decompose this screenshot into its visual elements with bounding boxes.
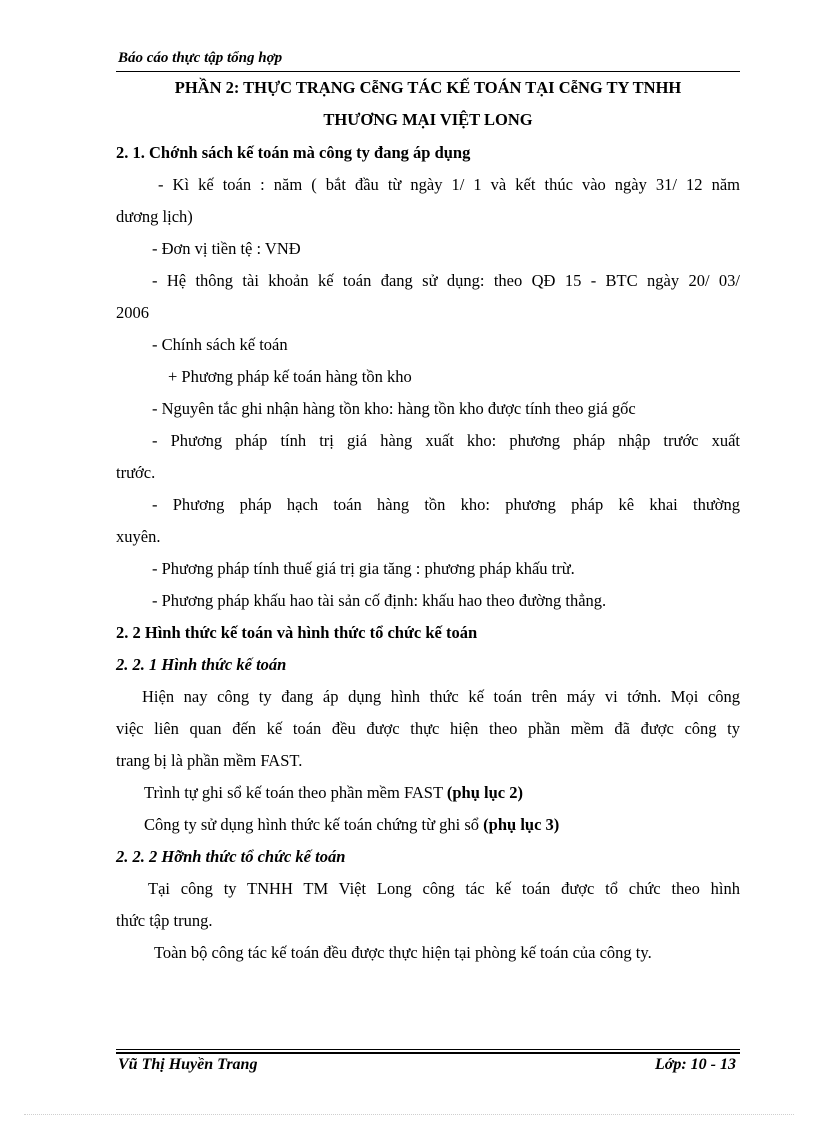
footer-author: Vũ Thị Huyền Trang xyxy=(118,1056,258,1073)
inventory-accounting-line1: - Phương pháp hạch toán hàng tồn kho: phương pháp kê khai thường xyxy=(152,495,740,514)
accounting-form-p1-line3: trang bị là phần mềm FAST. xyxy=(116,751,303,770)
inventory-accounting-line2: xuyên. xyxy=(116,527,161,546)
inventory-recognition: - Nguyên tắc ghi nhận hàng tồn kho: hàng tồn kho được tính theo giá gốc xyxy=(152,399,636,418)
vat-method: - Phương pháp tính thuế giá trị gia tăng : phương pháp khấu trừ. xyxy=(152,559,575,578)
part-heading-line1: PHẦN 2: THỰC TRẠNG CễNG TÁC KẾ TOÁN TẠI CễNG TY TNHH xyxy=(174,78,682,97)
bookkeeping-sequence-text: Trình tự ghi sổ kế toán theo phần mềm FAST xyxy=(144,783,447,802)
outbound-valuation-line1: - Phương pháp tính trị giá hàng xuất kho: phương pháp nhập trước xuất xyxy=(152,431,740,450)
appendix-2-ref: (phụ lục 2) xyxy=(446,783,523,802)
running-header-title: Báo cáo thực tập tổng hợp xyxy=(118,50,283,66)
voucher-form xyxy=(116,809,768,841)
footer-class: Lớp: 10 - 13 xyxy=(654,1056,736,1073)
accounting-form-p1-line1: Hiện nay công ty đang áp dụng hình thức kế toán trên máy vi tớnh. Mọi công xyxy=(142,687,740,706)
section-2-1-title: 2. 1. Chớnh sách kế toán mà công ty đang áp dụng xyxy=(116,143,471,162)
section-2-2-2-title: 2. 2. 2 Hỡnh thức tổ chức kế toán xyxy=(116,847,346,866)
page-edge-dotted-line xyxy=(24,1114,794,1115)
org-form-p3: Toàn bộ công tác kế toán đều được thực hiện tại phòng kế toán của công ty. xyxy=(154,943,652,962)
account-system-line1: - Hệ thông tài khoản kế toán đang sử dụng: theo QĐ 15 - BTC ngày 20/ 03/ xyxy=(152,271,740,290)
account-system-line2: 2006 xyxy=(116,303,149,322)
accounting-period-line1: - Kì kế toán : năm ( bắt đầu từ ngày 1/ 1 và kết thúc vào ngày 31/ 12 năm xyxy=(158,175,740,194)
org-form-p2-line2: thức tập trung. xyxy=(116,911,213,930)
bookkeeping-sequence xyxy=(116,777,768,809)
outbound-valuation-line2: trước. xyxy=(116,463,156,482)
part-heading-line2: THƯƠNG MẠI VIỆT LONG xyxy=(323,110,533,129)
accounting-period-line2: dương lịch) xyxy=(116,207,193,226)
accounting-policy: - Chính sách kế toán xyxy=(152,335,288,354)
org-form-p2-line1: Tại công ty TNHH TM Việt Long công tác kế toán được tổ chức theo hình xyxy=(148,879,740,898)
voucher-form-text: Công ty sử dụng hình thức kế toán chứng từ ghi sổ xyxy=(144,815,484,834)
section-2-2-title: 2. 2 Hình thức kế toán và hình thức tổ chức kế toán xyxy=(116,623,478,642)
footer-rule-thick xyxy=(116,1052,740,1054)
accounting-form-p1-line2: việc liên quan đến kế toán đều được thực hiện theo phần mềm đã được công ty xyxy=(116,719,740,738)
currency-unit: - Đơn vị tiền tệ : VNĐ xyxy=(152,239,301,258)
depreciation-method: - Phương pháp khấu hao tài sản cố định: khấu hao theo đường thẳng. xyxy=(152,591,607,610)
footer-rule-thin xyxy=(116,1049,740,1050)
section-2-2-1-title: 2. 2. 1 Hình thức kế toán xyxy=(116,655,287,674)
inventory-method: + Phương pháp kế toán hàng tồn kho xyxy=(168,367,412,386)
appendix-3-ref: (phụ lục 3) xyxy=(483,815,560,834)
